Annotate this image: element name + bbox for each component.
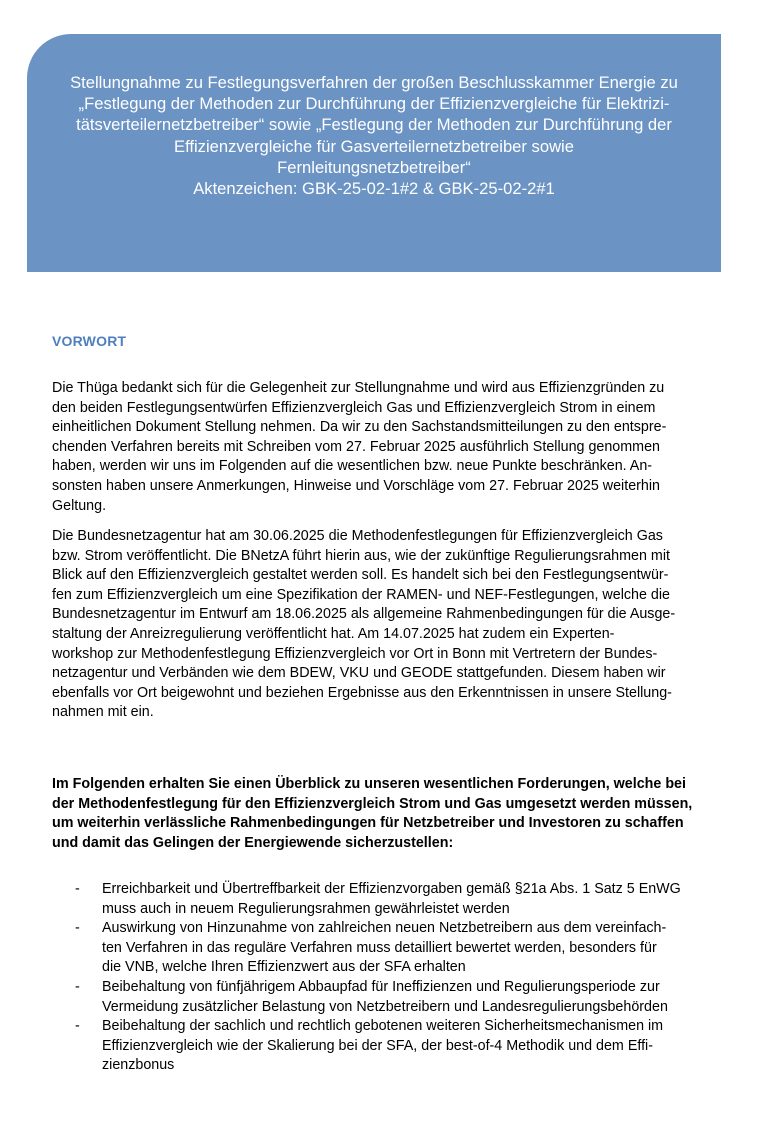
list-item xyxy=(0,880,770,919)
text-line: Beibehaltung von fünfjährigem Abbaupfad für Ineffizienzen und Regulierungsperiode zur xyxy=(102,978,660,995)
demands-list xyxy=(0,880,770,1076)
section-heading-vorwort: VORWORT xyxy=(52,333,127,349)
text-line: den beiden Festlegungsentwürfen Effizienzvergleich Gas und Effizienzvergleich Strom in einem xyxy=(52,399,656,416)
text-line: und damit das Gelingen der Energiewende sicherzustellen: xyxy=(52,834,454,851)
text-line: haben, werden wir uns im Folgenden auf die wesentlichen bzw. neue Punkte beschränken. An- xyxy=(52,458,653,475)
text-line: der Methodenfestlegung für den Effizienzvergleich Strom und Gas umgesetzt werden müssen, xyxy=(52,795,693,812)
title-line: Fernleitungsnetzbetreiber“ xyxy=(277,157,471,177)
text-line: Blick auf den Effizienzvergleich gestaltet werden soll. Es handelt sich bei den Festlegungsentwür- xyxy=(52,567,669,584)
text-line: muss auch in neuem Regulierungsrahmen gewährleistet werden xyxy=(102,900,510,917)
text-line: chenden Verfahren bereits mit Schreiben vom 27. Februar 2025 ausführlich Stellung genommen xyxy=(52,438,660,455)
text-line: netzagentur und Verbänden wie dem BDEW, VKU und GEODE stattgefunden. Diesem haben wir xyxy=(52,665,666,682)
text-line: Effizienzvergleich wie der Skalierung bei der SFA, der best-of-4 Methodik und dem Effi- xyxy=(102,1037,653,1054)
text-line: Auswirkung von Hinzunahme von zahlreichen neuen Netzbetreibern aus dem vereinfach- xyxy=(102,920,667,937)
text-line: um weiterhin verlässliche Rahmenbedingungen für Netzbetreiber und Investoren zu schaffen xyxy=(52,815,684,832)
list-item xyxy=(0,919,770,978)
text-line: Geltung. xyxy=(52,497,107,514)
list-item xyxy=(0,1017,770,1076)
text-line: Beibehaltung der sachlich und rechtlich gebotenen weiteren Sicherheitsmechanismen im xyxy=(102,1018,664,1035)
text-line: Die Thüga bedankt sich für die Gelegenheit zur Stellungnahme und wird aus Effizienzgründen zu xyxy=(52,380,665,396)
text-line: die VNB, welche Ihren Effizienzwert aus der SFA erhalten xyxy=(102,959,466,976)
text-line: workshop zur Methodenfestlegung Effizienzvergleich vor Ort in Bonn mit Vertretern der Bundes- xyxy=(52,645,658,662)
text-line: fen zum Effizienzvergleich um eine Spezifikation der RAMEN- und NEF-Festlegungen, welche die xyxy=(52,586,670,603)
dash-bullet-icon: - xyxy=(75,978,80,995)
title-line: Effizienzvergleiche für Gasverteilernetzbetreiber sowie xyxy=(174,136,574,156)
title-banner xyxy=(27,34,721,272)
list-item xyxy=(0,978,770,1017)
title-line: Stellungnahme zu Festlegungsverfahren der großen Beschlusskammer Energie zu xyxy=(70,73,678,92)
paragraph-intro xyxy=(52,379,732,516)
text-line: bzw. Strom veröffentlicht. Die BNetzA führt hierin aus, wie der zukünftige Regulierungsrahmen mit xyxy=(52,547,670,564)
paragraph-background xyxy=(52,527,732,723)
title-line: tätsverteilernetzbetreiber“ sowie „Festlegung der Methoden zur Durchführung der xyxy=(76,115,672,135)
text-line: Im Folgenden erhalten Sie einen Überblick zu unseren wesentlichen Forderungen, welche bei xyxy=(52,776,686,792)
text-line: Erreichbarkeit und Übertreffbarkeit der Effizienzvorgaben gemäß §21a Abs. 1 Satz 5 EnWG xyxy=(102,881,681,897)
text-line: staltung der Anreizregulierung veröffentlicht hat. Am 14.07.2025 hat zudem ein Experten- xyxy=(52,625,615,642)
dash-bullet-icon: - xyxy=(75,1018,80,1035)
paragraph-summary-demands xyxy=(52,775,692,853)
text-line: ebenfalls vor Ort beigewohnt und beziehen Ergebnisse aus den Erkenntnissen in unsere Stellung- xyxy=(52,684,672,701)
text-line: sonsten haben unsere Anmerkungen, Hinweise und Vorschläge vom 27. Februar 2025 weiterhin xyxy=(52,477,660,494)
text-line: einheitlichen Dokument Stellung nehmen. Da wir zu den Sachstandsmitteilungen zu den entspre- xyxy=(52,419,667,436)
text-line: Vermeidung zusätzlicher Belastung von Netzbetreibern und Landesregulierungsbehörden xyxy=(102,998,668,1015)
text-line: nahmen mit ein. xyxy=(52,704,154,721)
text-line: Bundesnetzagentur im Entwurf am 18.06.2025 als allgemeine Rahmenbedingungen für die Ausge- xyxy=(52,606,676,623)
title-line: „Festlegung der Methoden zur Durchführung der Effizienzvergleiche für Elektrizi- xyxy=(78,94,670,114)
dash-bullet-icon: - xyxy=(75,920,80,937)
file-reference-line: Aktenzeichen: GBK-25-02-1#2 & GBK-25-02-2#1 xyxy=(193,179,555,199)
text-line: ten Verfahren in das reguläre Verfahren muss detailliert bewertet werden, besonders für xyxy=(102,939,657,956)
text-line: zienzbonus xyxy=(102,1057,175,1074)
text-line: Die Bundesnetzagentur hat am 30.06.2025 die Methodenfestlegungen für Effizienzvergleich Gas xyxy=(52,528,663,544)
dash-bullet-icon: - xyxy=(75,881,80,897)
